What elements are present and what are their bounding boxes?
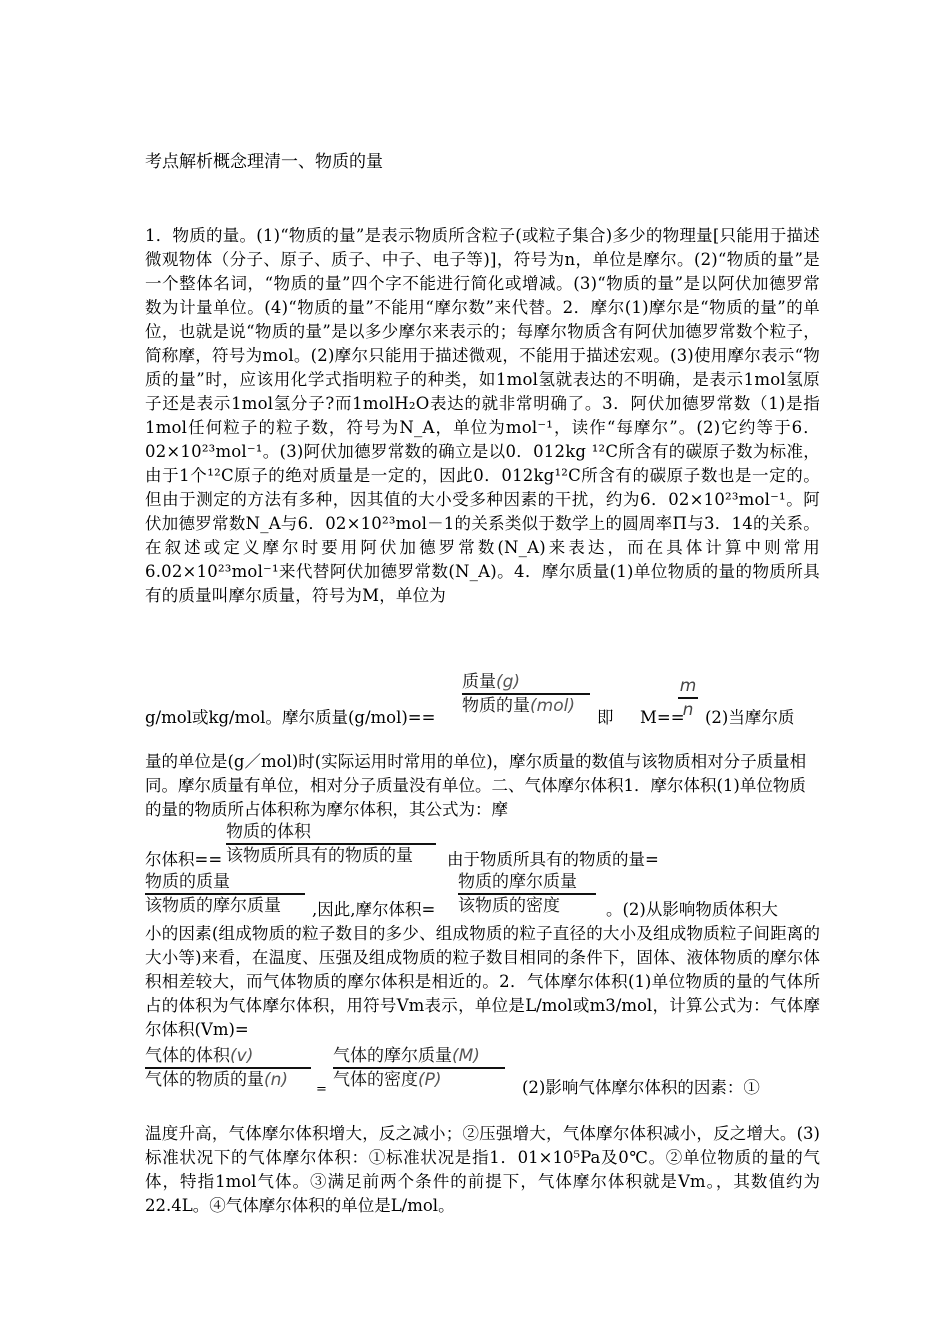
m-numerator: m <box>679 676 697 696</box>
n-denominator: n <box>682 700 694 720</box>
paragraph-gas-molar-volume: 小的因素(组成物质的粒子数目的多少、组成物质的粒子直径的大小及组成物质粒子间距离的大小等)来看，在温度、压强及组成物质的粒子数目相同的条件下，固体、液体物质的摩尔体积相差较大，而气体物质的摩尔体积是相近的。2．气体摩尔体积(1)单位物质的量的气体所占的体积为气体摩尔体积，用符号Vm表示，单位是L/mol或m3/mol，计算公式为：气体摩尔体积(Vm)= <box>145 924 820 1039</box>
formula-denominator: 该物质的摩尔质量 <box>145 896 281 916</box>
molar-volume-formula-image <box>226 822 436 866</box>
formula-numerator-unit: (M) <box>452 1046 480 1066</box>
fraction-bar <box>678 697 698 699</box>
molar-mass-suffix: (2)当摩尔质 <box>705 708 795 727</box>
molar-volume-suffix: 。(2)从影响物质体积大 <box>606 900 778 919</box>
fraction-bar <box>333 1067 505 1069</box>
molar-mass-formula-image <box>462 672 590 716</box>
formula-numerator: 气体的摩尔质量 <box>333 1046 452 1066</box>
paragraph-gas-factors: 温度升高，气体摩尔体积增大，反之减小；②压强增大，气体摩尔体积减小，反之增大。(3)标准状况下的气体摩尔体积：①标准状况是指1．01×10⁵Pa及0℃。②单位物质的量的气体，特指1mol气体。③满足前两个条件的前提下，气体摩尔体积就是Vm。，其数值约为22.4L。④气体摩尔体积的单位是L/mol。 <box>145 1124 820 1215</box>
paragraph-molar-volume: 量的单位是(g／mol)时(实际运用时常用的单位)，摩尔质量的数值与该物质相对分子质量相同。摩尔质量有单位，相对分子质量没有单位。二、气体摩尔体积1．摩尔体积(1)单位物质的量的物质所占体积称为摩尔体积，其公式为：摩 <box>145 752 807 819</box>
amount-formula-image <box>145 872 305 916</box>
fraction-bar <box>145 1067 311 1069</box>
gas-line-suffix: (2)影响气体摩尔体积的因素：① <box>522 1078 760 1097</box>
formula-denominator-unit: (P) <box>418 1070 442 1090</box>
formula-numerator: 气体的体积 <box>145 1046 230 1066</box>
molar-volume-middle: 由于物质所具有的物质的量= <box>447 850 659 869</box>
formula-denominator: 气体的物质的量 <box>145 1070 264 1090</box>
formula-denominator-unit: (mol) <box>530 696 575 716</box>
formula-denominator: 气体的密度 <box>333 1070 418 1090</box>
formula-numerator: 物质的质量 <box>145 872 230 892</box>
formula-numerator: 物质的体积 <box>226 822 311 842</box>
fraction-bar <box>458 893 596 895</box>
formula-numerator: 物质的摩尔质量 <box>458 872 577 892</box>
gas-volume-formula-image <box>145 1046 311 1090</box>
equals-sign: = <box>316 1082 327 1097</box>
formula-numerator-unit: (g) <box>496 672 521 692</box>
formula-denominator-unit: (n) <box>264 1070 289 1090</box>
therefore-text: ,因此,摩尔体积= <box>312 900 436 919</box>
fraction-bar <box>462 693 590 695</box>
formula-denominator: 该物质所具有的物质的量 <box>226 846 413 866</box>
formula-numerator-unit: (v) <box>230 1046 254 1066</box>
m-over-n-formula-image <box>678 676 698 720</box>
ji-text: 即 <box>597 708 614 727</box>
formula-denominator: 该物质的密度 <box>458 896 560 916</box>
formula-denominator: 物质的量 <box>462 696 530 716</box>
molar-mass-prefix: g/mol或kg/mol。摩尔质量(g/mol)== <box>145 708 436 727</box>
molar-volume-prefix: 尔体积== <box>145 850 223 869</box>
paragraph-amount-of-substance: 1．物质的量。(1)“物质的量”是表示物质所含粒子(或粒子集合)多少的物理量[只能用于描述微观物体（分子、原子、质子、中子、电子等)]，符号为n，单位是摩尔。(2)“物质的量”是一个整体名词，“物质的量”四个字不能进行简化或增减。(3)“物质的量”是以阿伏加德罗常数为计量单位。(4)“物质的量”不能用“摩尔数”来代替。2．摩尔(1)摩尔是“物质的量”的单位，也就是说“物质的量”是以多少摩尔来表示的；每摩尔物质含有阿伏加德罗常数个粒子，简称摩，符号为mol。(2)摩尔只能用于描述微观，不能用于描述宏观。(3)使用摩尔表示“物质的量”时，应该用化学式指明粒子的种类，如1mol氢就表达的不明确，是表示1mol氢原子还是表示1mol氢分子?而1molH₂O表达的就非常明确了。3．阿伏加德罗常数（1)是指1mol任何粒子的粒子数，符号为N_A，单位为mol⁻¹，读作“每摩尔”。(2)它约等于6．02×10²³mol⁻¹。(3)阿伏加德罗常数的确立是以0．012kg ¹²C所含有的碳原子数为标准，由于1个¹²C原子的绝对质量是一定的，因此0．012kg¹²C所含有的碳原子数也是一定的。但由于测定的方法有多种，因其值的大小受多种因素的干扰，约为6．02×10²³mol⁻¹。阿伏加德罗常数N_A与6．02×10²³mol－1的关系类似于数学上的圆周率Π与3．14的关系。在叙述或定义摩尔时要用阿伏加德罗常数(N_A)来表达，而在具体计算中则常用6.02×10²³mol⁻¹来代替阿伏加德罗常数(N_A)。4．摩尔质量(1)单位物质的量的物质所具有的质量叫摩尔质量，符号为M，单位为 <box>145 226 820 605</box>
fraction-bar <box>145 893 305 895</box>
gas-density-formula-image <box>333 1046 505 1090</box>
molar-volume-density-formula-image <box>458 872 596 916</box>
formula-numerator: 质量 <box>462 672 496 692</box>
page-title: 考点解析概念理清一、物质的量 <box>145 152 383 172</box>
fraction-bar <box>226 843 436 845</box>
m-equals: M== <box>640 708 685 727</box>
